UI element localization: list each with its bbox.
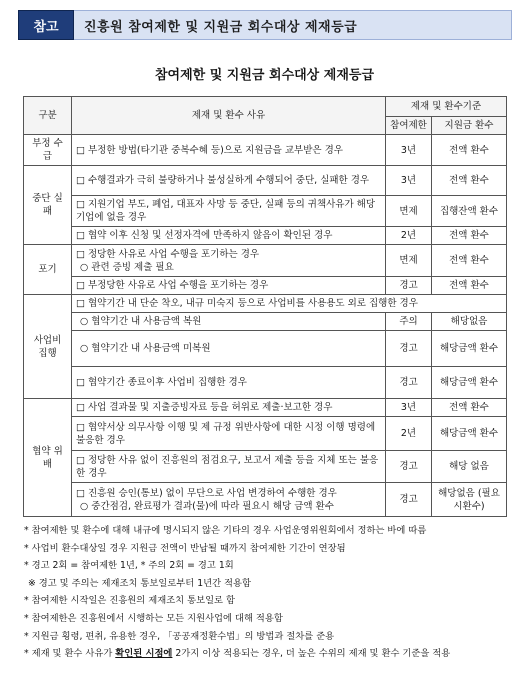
period-cell: 경고	[386, 277, 432, 295]
period-cell: 2년	[386, 227, 432, 245]
reason-cell: □ 협약서상 의무사항 이행 및 제 규정 위반사항에 대한 시정 이행 명령에 불응한 경우	[72, 417, 386, 451]
sanction-table	[23, 96, 507, 517]
refund-cell: 해당금액 환수	[432, 331, 507, 367]
reason-cell: □ 협약기간 종료이후 사업비 집행한 경우	[72, 367, 386, 399]
reason-cell: □ 부정당한 사유로 사업 수행을 포기하는 경우	[72, 277, 386, 295]
document-title: 참여제한 및 지원금 회수대상 제재등급	[154, 68, 375, 83]
note-text: 2가지 이상 적용되는 경우, 더 높은 수위의 제재 및 환수 기준을 적용	[172, 648, 451, 660]
reason-cell: ○ 협약기간 내 사용금액 미복원	[72, 331, 386, 367]
header-bar	[18, 10, 512, 40]
reason-cell: □ 정당한 사유 없이 진흥원의 점검요구, 보고서 제출 등을 지체 또는 불응한 경우	[72, 451, 386, 483]
table-row	[24, 135, 507, 166]
period-cell: 주의	[386, 313, 432, 331]
period-cell: 경고	[386, 367, 432, 399]
reason-cell: □ 협약 이후 신청 및 선정자격에 만족하지 않음이 확인된 경우	[72, 227, 386, 245]
note-line: * 참여제한 시작일은 진흥원의 제재조치 통보일로 함	[24, 595, 235, 607]
col-header-reason: 제재 및 환수 사유	[72, 97, 386, 135]
period-cell: 면제	[386, 245, 432, 277]
reason-cell: □ 사업 결과물 및 지출증빙자료 등을 허위로 제출·보고한 경우	[72, 399, 386, 417]
reason-main: □ 정당한 사유로 사업 수행을 포기하는 경우	[76, 248, 260, 260]
note-line: ※ 경고 및 주의는 제재조치 통보일로부터 1년간 적용함	[28, 577, 251, 589]
category-cell: 협약 위배	[24, 399, 72, 517]
period-cell: 경고	[386, 451, 432, 483]
reason-intro-cell: □ 협약기간 내 단순 착오, 내규 미숙지 등으로 사업비를 사용용도 외로 집행한 경우	[72, 295, 507, 313]
refund-cell: 해당없음 (필요시환수)	[432, 483, 507, 517]
refund-cell: 집행잔액 환수	[432, 196, 507, 227]
period-cell: 3년	[386, 399, 432, 417]
table-row	[24, 331, 507, 367]
col-header-standard: 제재 및 환수기준	[386, 97, 507, 117]
note-line: * 사업비 환수대상일 경우 지원금 전액이 반납될 때까지 참여제한 기간이 연장됨	[24, 542, 346, 554]
note-line-last	[24, 645, 510, 663]
period-cell: 경고	[386, 483, 432, 517]
col-header-refund: 지원금 환수	[432, 117, 507, 135]
refund-cell: 전액 환수	[432, 166, 507, 196]
table-row	[24, 196, 507, 227]
refund-cell: 해당금액 환수	[432, 367, 507, 399]
refund-cell: 해당 없음	[432, 451, 507, 483]
table-row	[24, 483, 507, 517]
reason-cell: □ 수행결과가 극히 불량하거나 불성실하게 수행되어 중단, 실패한 경우	[72, 166, 386, 196]
header-tag: 참고	[18, 10, 74, 40]
table-row	[24, 417, 507, 451]
category-cell: 포기	[24, 245, 72, 295]
note-line: * 참여제한 및 환수에 대해 내규에 명시되지 않은 기타의 경우 사업운영위원회에서 정하는 바에 따름	[24, 525, 427, 536]
period-cell: 경고	[386, 331, 432, 367]
table-row	[24, 399, 507, 417]
refund-cell: 전액 환수	[432, 135, 507, 166]
period-cell: 면제	[386, 196, 432, 227]
header-title: 진흥원 참여제한 및 지원금 회수대상 제재등급	[74, 10, 512, 40]
refund-cell: 해당없음	[432, 313, 507, 331]
refund-cell: 전액 환수	[432, 227, 507, 245]
table-row	[24, 166, 507, 196]
reason-cell: ○ 협약기간 내 사용금액 복원	[72, 313, 386, 331]
reason-cell: □ 부정한 방법(타기관 중복수혜 등)으로 지원금을 교부받은 경우	[72, 135, 386, 166]
period-cell: 3년	[386, 135, 432, 166]
table-row	[24, 277, 507, 295]
note-text: * 제재 및 환수 사유가	[24, 648, 116, 660]
notes-section	[24, 522, 510, 663]
reason-cell: □ 지원기업 부도, 폐업, 대표자 사망 등 중단, 실패 등의 귀책사유가 해당 기업에 없을 경우	[72, 196, 386, 227]
note-line: * 지원금 횡령, 편취, 유용한 경우, 「공공재정환수법」의 방법과 절차를 준용	[24, 630, 335, 642]
reason-cell	[72, 245, 386, 277]
note-emphasis: 확인된 시점에	[115, 648, 173, 660]
refund-cell: 전액 환수	[432, 245, 507, 277]
period-cell: 3년	[386, 166, 432, 196]
table-row	[24, 245, 507, 277]
refund-cell: 전액 환수	[432, 399, 507, 417]
reason-sub: ○ 관련 증빙 제출 필요	[80, 261, 174, 273]
table-row	[24, 313, 507, 331]
col-header-category: 구분	[24, 97, 72, 135]
category-cell: 사업비 집행	[24, 295, 72, 399]
reason-sub: ○ 중간점검, 완료평가 결과(물)에 따라 필요시 해당 금액 환수	[80, 500, 334, 512]
category-cell: 중단 실패	[24, 166, 72, 245]
period-cell: 2년	[386, 417, 432, 451]
note-line: * 참여제한은 진흥원에서 시행하는 모든 지원사업에 대해 적용함	[24, 612, 283, 624]
reason-main: □ 진흥원 승인(통보) 없이 무단으로 사업 변경하여 수행한 경우	[76, 487, 337, 499]
table-row	[24, 451, 507, 483]
col-header-period: 참여제한	[386, 117, 432, 135]
refund-cell: 전액 환수	[432, 277, 507, 295]
refund-cell: 해당금액 환수	[432, 417, 507, 451]
reason-cell	[72, 483, 386, 517]
category-cell: 부정 수급	[24, 135, 72, 166]
note-line: * 경고 2회 = 참여제한 1년, * 주의 2회 = 경고 1회	[24, 560, 234, 572]
table-row	[24, 227, 507, 245]
table-row	[24, 295, 507, 313]
table-row	[24, 367, 507, 399]
